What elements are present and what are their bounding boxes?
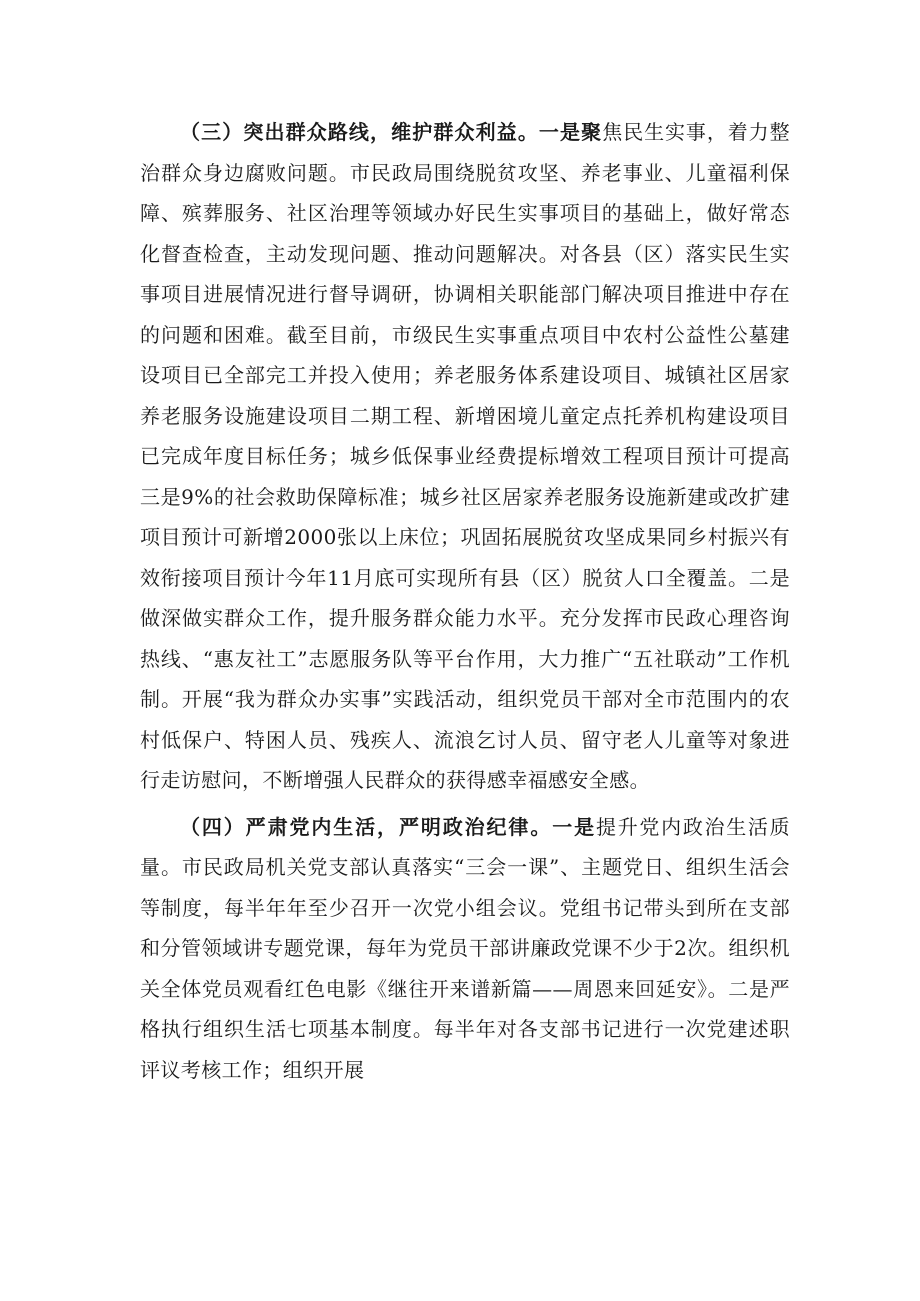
section-4-heading: （四）严肃党内生活，严明政治纪律。一是 bbox=[180, 814, 597, 839]
section-3-text: 焦民生实事，着力整治群众身边腐败问题。市民政局围绕脱贫攻坚、养老事业、儿童福利保障、殡葬服务、社区治理等领域办好民生实事项目的基础上，做好常态化督查检查，主动发现问题、推动问题解决。对各县（区）落实民生实事项目进展情况进行督导调研，协调相关职能部门解决项目推进中存在的问题和困难。截至目前，市级民生实事重点项目中农村公益性公墓建设项目已全部完工并投入使用；养老服务体系建设项目、城镇社区居家养老服务设施建设项目二期工程、新增困境儿童定点托养机构建设项目已完成年度目标任务；城乡低保事业经费提标增效工程项目预计可提高三是9%的社会救助保障标准；城乡社区居家养老服务设施新建或改扩建项目预计可新增2000张以上床位；巩固拓展脱贫攻坚成果同乡村振兴有效衔接项目预计今年11月底可实现所有县（区）脱贫人口全覆盖。二是做深做实群众工作，提升服务群众能力水平。充分发挥市民政心理咨询热线、“惠友社工”志愿服务队等平台作用，大力推广“五社联动”工作机制。开展“我为群众办实事”实践活动，组织党员干部对全市范围内的农村低保户、特困人员、残疾人、流浪乞讨人员、留守老人儿童等对象进行走访慰问，不断增强人民群众的获得感幸福感安全感。 bbox=[140, 120, 790, 792]
section-3-heading: （三）突出群众路线，维护群众利益。一是聚 bbox=[180, 120, 603, 144]
section-4-text: 提升党内政治生活质量。市民政局机关党支部认真落实“三会一课”、主题党日、组织生活会等制度，每半年年至少召开一次党小组会议。党组书记带头到所在支部和分管领域讲专题党课，每年为党员干部讲廉政党课不少于2次。组织机关全体党员观看红色电影《继往开来谱新篇——周恩来回延安》。二是严格执行组织生活七项基本制度。每半年对各支部书记进行一次党建述职评议考核工作；组织开展 bbox=[140, 814, 790, 1082]
paragraph-section-4 bbox=[140, 807, 790, 1091]
document-body bbox=[140, 112, 790, 1096]
paragraph-section-3 bbox=[140, 112, 790, 801]
